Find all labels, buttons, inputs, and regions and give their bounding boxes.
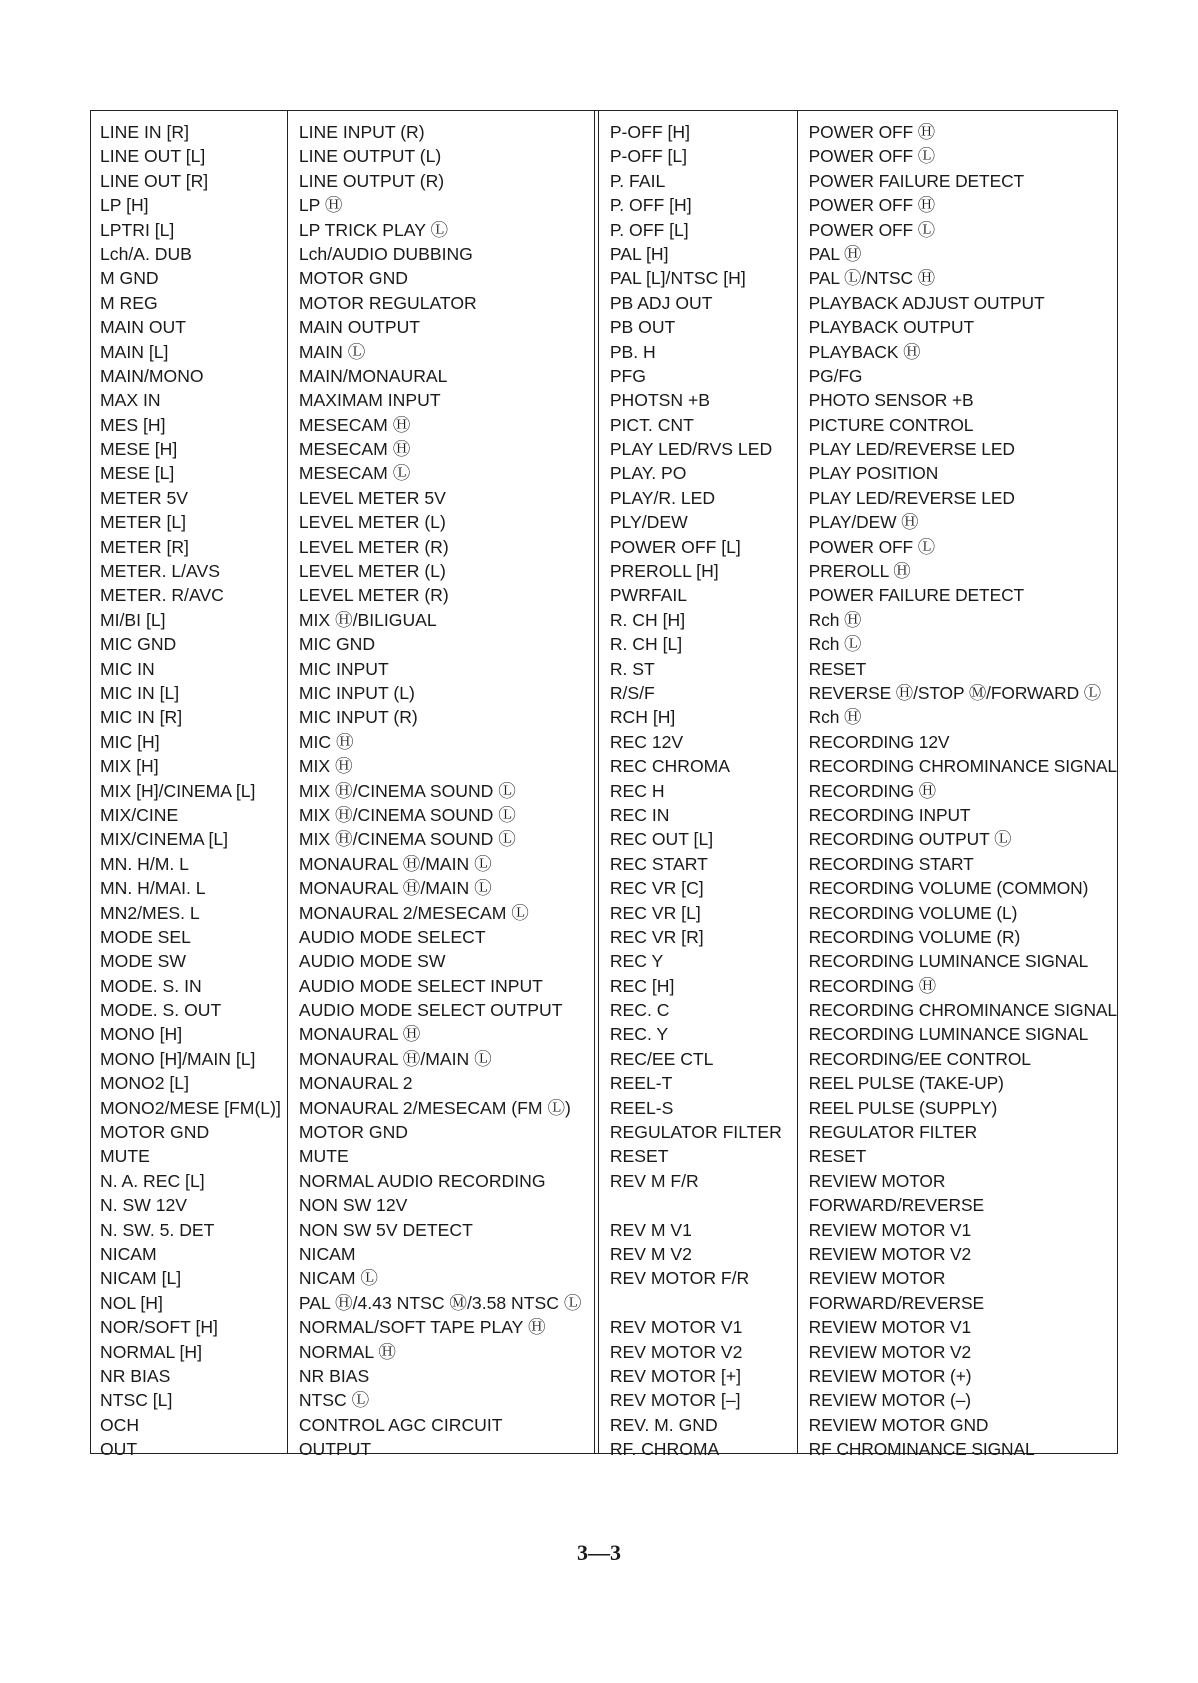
table-cell: POWER OFF Ⓛ: [808, 536, 936, 557]
table-cell: PLAYBACK OUTPUT: [808, 317, 975, 338]
table-cell: REV MOTOR V2: [609, 1341, 743, 1362]
table-cell: [610, 1291, 797, 1315]
table-cell: POWER FAILURE DETECT: [808, 585, 1025, 606]
table-cell: REVERSE Ⓗ/STOP Ⓜ/FORWARD Ⓛ: [808, 682, 1102, 703]
table-cell: PICTURE CONTROL: [808, 414, 974, 435]
table-cell: MIX/CINEMA [L]: [100, 829, 229, 850]
table-cell: REEL PULSE (SUPPLY): [808, 1097, 998, 1118]
table-cell: PLAY LED/REVERSE LED: [808, 487, 1015, 508]
table-cell: RECORDING Ⓗ: [808, 975, 937, 996]
table-cell: MAIN/MONAURAL: [298, 365, 448, 386]
table-cell: POWER OFF Ⓗ: [808, 122, 936, 142]
table-cell: MONAURAL 2/MESECAM (FM Ⓛ): [298, 1097, 571, 1118]
table-cell: P. OFF [H]: [609, 195, 692, 216]
table-cell: LEVEL METER (R): [298, 585, 449, 606]
table-cell: REEL PULSE (TAKE-UP): [808, 1073, 1004, 1094]
table-cell: LP [H]: [100, 195, 149, 216]
table-cell: MAIN/MONO: [100, 365, 204, 386]
table-cell: MONO2/MESE [FM(L)]: [100, 1097, 281, 1118]
table-cell: MIX [H]: [100, 756, 159, 777]
table-cell: PLAYBACK ADJUST OUTPUT: [808, 292, 1045, 313]
table-cell: REEL-S: [609, 1097, 674, 1118]
table-cell: REEL-T: [609, 1073, 673, 1094]
table-cell: PAL Ⓛ/NTSC Ⓗ: [808, 268, 936, 289]
table-cell: R. ST: [609, 658, 655, 679]
table-cell: REC H: [609, 780, 665, 801]
table-cell: MAIN Ⓛ: [298, 341, 366, 362]
table-cell: REC IN: [609, 804, 670, 825]
table-cell: MIC GND: [100, 634, 177, 655]
table-cell: PREROLL [H]: [609, 561, 719, 582]
table-cell: OUT: [100, 1439, 138, 1460]
table-cell: MONO [H]: [100, 1024, 183, 1045]
table-cell: M REG: [100, 292, 158, 313]
table-cell: MN. H/MAI. L: [100, 878, 206, 899]
table-cell: MUTE: [100, 1146, 150, 1167]
table-cell: MIC INPUT (L): [298, 682, 415, 703]
table-cell: REC VR [R]: [609, 926, 704, 947]
table-cell: NTSC Ⓛ: [298, 1390, 370, 1411]
table-cell: REVIEW MOTOR V1: [808, 1219, 972, 1240]
table-cell: PICT. CNT: [609, 414, 694, 435]
table-cell: N. SW 12V: [100, 1195, 188, 1216]
table-cell: POWER OFF [L]: [609, 536, 741, 557]
table-cell: REC START: [609, 853, 708, 874]
table-cell: MESE [L]: [100, 463, 175, 484]
table-cell: R. CH [L]: [609, 634, 683, 655]
table-cell: REVIEW MOTOR (+): [808, 1365, 972, 1386]
table-cell: METER [R]: [100, 536, 189, 557]
table-cell: METER 5V: [100, 487, 188, 508]
table-cell: LINE OUT [R]: [100, 170, 209, 191]
table-cell: [610, 1193, 797, 1217]
table-cell: LINE IN [R]: [100, 122, 189, 142]
table-cell: REGULATOR FILTER: [609, 1122, 782, 1143]
table-cell: METER. R/AVC: [100, 585, 224, 606]
table-cell: LEVEL METER (L): [298, 561, 446, 582]
table-cell: P-OFF [L]: [609, 146, 688, 167]
table-cell: NICAM Ⓛ: [298, 1268, 379, 1289]
table-cell: LINE OUTPUT (L): [298, 146, 442, 167]
table-cell: REC VR [L]: [609, 902, 701, 923]
table-cell: MONAURAL 2: [298, 1073, 413, 1094]
table-cell: MONAURAL Ⓗ: [298, 1024, 421, 1045]
table-cell: MAIN OUT: [100, 317, 187, 338]
table-cell: FORWARD/REVERSE: [808, 1292, 984, 1313]
table-cell: MESECAM Ⓗ: [298, 439, 411, 460]
table-cell: LEVEL METER 5V: [298, 487, 446, 508]
table-cell: N. A. REC [L]: [100, 1170, 205, 1191]
table-cell: M GND: [100, 268, 159, 289]
table-cell: MODE SW: [100, 951, 187, 972]
table-cell: NR BIAS: [298, 1365, 370, 1386]
table-cell: RCH [H]: [609, 707, 676, 728]
table-cell: PLAY POSITION: [808, 463, 939, 484]
table-cell: MIC GND: [298, 634, 376, 655]
table-cell: MIC INPUT: [298, 658, 389, 679]
table-cell: MN. H/M. L: [100, 853, 189, 874]
table-cell: RF CHROMINANCE SIGNAL: [808, 1439, 1035, 1460]
table-cell: RECORDING OUTPUT Ⓛ: [808, 829, 1012, 850]
table-cell: REC. C: [609, 1000, 670, 1021]
table-cell: R. CH [H]: [609, 609, 686, 630]
table-cell: PAL Ⓗ/4.43 NTSC Ⓜ/3.58 NTSC Ⓛ: [298, 1292, 582, 1313]
table-cell: MIC Ⓗ: [298, 731, 354, 752]
abbreviation-column-2: [598, 111, 798, 1460]
table-cell: POWER OFF Ⓛ: [808, 219, 936, 240]
table-cell: RECORDING VOLUME (R): [808, 926, 1021, 947]
table-cell: NON SW 12V: [298, 1195, 408, 1216]
table-cell: MONAURAL Ⓗ/MAIN Ⓛ: [298, 1048, 492, 1069]
table-cell: RECORDING VOLUME (COMMON): [808, 878, 1089, 899]
table-cell: MOTOR GND: [298, 268, 408, 289]
table-cell: OCH: [100, 1414, 140, 1435]
table-cell: NICAM [L]: [100, 1268, 182, 1289]
table-cell: MOTOR GND: [100, 1122, 210, 1143]
table-cell: MIX/CINE: [100, 804, 179, 825]
table-cell: REV MOTOR F/R: [609, 1268, 750, 1289]
table-cell: MIC INPUT (R): [298, 707, 418, 728]
table-cell: NORMAL/SOFT TAPE PLAY Ⓗ: [298, 1317, 546, 1338]
table-cell: PHOTO SENSOR +B: [808, 390, 974, 411]
table-cell: RECORDING/EE CONTROL: [808, 1048, 1031, 1069]
table-cell: NORMAL AUDIO RECORDING: [298, 1170, 546, 1191]
table-cell: AUDIO MODE SW: [298, 951, 446, 972]
table-cell: MODE. S. OUT: [100, 1000, 222, 1021]
table-cell: MONAURAL Ⓗ/MAIN Ⓛ: [298, 853, 492, 874]
table-cell: REC VR [C]: [609, 878, 704, 899]
table-cell: LP TRICK PLAY Ⓛ: [298, 219, 449, 240]
table-cell: MN2/MES. L: [100, 902, 200, 923]
table-cell: NOR/SOFT [H]: [100, 1317, 218, 1338]
table-cell: RECORDING CHROMINANCE SIGNAL: [808, 756, 1117, 777]
table-cell: POWER OFF Ⓗ: [808, 195, 936, 216]
table-cell: RESET: [808, 1146, 867, 1167]
table-cell: MONO2 [L]: [100, 1073, 189, 1094]
table-cell: PG/FG: [808, 365, 863, 386]
table-cell: LINE OUTPUT (R): [298, 170, 445, 191]
table-cell: PFG: [609, 365, 646, 386]
table-cell: MES [H]: [100, 414, 166, 435]
table-cell: MAXIMAM INPUT: [298, 390, 441, 411]
table-cell: FORWARD/REVERSE: [808, 1195, 984, 1216]
table-cell: MIX [H]/CINEMA [L]: [100, 780, 256, 801]
table-cell: LINE OUT [L]: [100, 146, 206, 167]
table-cell: PLAY. PO: [609, 463, 687, 484]
table-cell: OUTPUT: [298, 1439, 372, 1460]
table-cell: MODE SEL: [100, 926, 191, 947]
table-cell: RECORDING INPUT: [808, 804, 971, 825]
table-cell: AUDIO MODE SELECT: [298, 926, 486, 947]
table-cell: RESET: [609, 1146, 669, 1167]
table-cell: MIC [H]: [100, 731, 160, 752]
table-cell: MAX IN: [100, 390, 161, 411]
table-cell: REVIEW MOTOR GND: [808, 1414, 989, 1435]
table-cell: MODE. S. IN: [100, 975, 202, 996]
table-cell: P. OFF [L]: [609, 219, 689, 240]
table-cell: PAL [H]: [609, 243, 669, 264]
abbreviation-column-1: [91, 111, 288, 1460]
table-cell: PLAYBACK Ⓗ: [808, 341, 921, 362]
table-cell: RECORDING Ⓗ: [808, 780, 937, 801]
table-cell: MUTE: [298, 1146, 349, 1167]
table-cell: PWRFAIL: [609, 585, 688, 606]
table-cell: MESECAM Ⓛ: [298, 463, 411, 484]
table-cell: PLAY LED/RVS LED: [609, 439, 773, 460]
table-cell: Rch Ⓗ: [808, 707, 862, 728]
table-cell: CONTROL AGC CIRCUIT: [298, 1414, 503, 1435]
table-cell: RECORDING START: [808, 853, 974, 874]
table-cell: Lch/A. DUB: [100, 243, 192, 264]
table-cell: MONAURAL Ⓗ/MAIN Ⓛ: [298, 878, 492, 899]
table-cell: MONO [H]/MAIN [L]: [100, 1048, 256, 1069]
table-cell: REC/EE CTL: [609, 1048, 714, 1069]
table-cell: POWER FAILURE DETECT: [808, 170, 1025, 191]
table-cell: REVIEW MOTOR: [808, 1268, 946, 1289]
table-cell: METER. L/AVS: [100, 561, 220, 582]
table-cell: NORMAL Ⓗ: [298, 1341, 396, 1362]
table-cell: AUDIO MODE SELECT INPUT: [298, 975, 543, 996]
table-cell: REC CHROMA: [609, 756, 731, 777]
table-cell: MAIN OUTPUT: [298, 317, 421, 338]
table-cell: REC OUT [L]: [609, 829, 714, 850]
table-cell: MOTOR GND: [298, 1122, 408, 1143]
table-cell: POWER OFF Ⓛ: [808, 146, 936, 167]
table-cell: MIX Ⓗ/BILIGUAL: [298, 609, 437, 630]
table-cell: NORMAL [H]: [100, 1341, 202, 1362]
table-cell: LPTRI [L]: [100, 219, 175, 240]
table-cell: REV M F/R: [609, 1170, 699, 1191]
table-cell: LEVEL METER (R): [298, 536, 449, 557]
table-cell: NTSC [L]: [100, 1390, 173, 1411]
table-cell: PB. H: [609, 341, 656, 362]
table-cell: NICAM: [100, 1243, 157, 1264]
table-cell: P-OFF [H]: [609, 122, 690, 142]
table-cell: PAL [L]/NTSC [H]: [609, 268, 746, 289]
table-cell: PLY/DEW: [609, 512, 688, 533]
table-cell: PREROLL Ⓗ: [808, 561, 911, 582]
table-cell: NR BIAS: [100, 1365, 171, 1386]
table-cell: RECORDING 12V: [808, 731, 950, 752]
table-cell: RF. CHROMA: [609, 1439, 720, 1460]
table-cell: REV M V1: [609, 1219, 692, 1240]
table-cell: REV MOTOR [–]: [609, 1390, 741, 1411]
table-cell: MI/BI [L]: [100, 609, 166, 630]
table-cell: AUDIO MODE SELECT OUTPUT: [298, 1000, 563, 1021]
table-cell: RECORDING LUMINANCE SIGNAL: [808, 951, 1089, 972]
table-cell: RECORDING LUMINANCE SIGNAL: [808, 1024, 1089, 1045]
table-cell: LEVEL METER (L): [298, 512, 446, 533]
table-cell: MIC IN: [100, 658, 155, 679]
table-cell: LP Ⓗ: [298, 195, 343, 216]
table-cell: MOTOR REGULATOR: [298, 292, 477, 313]
table-cell: REV. M. GND: [609, 1414, 718, 1435]
table-cell: RESET: [808, 658, 867, 679]
table-cell: MAIN [L]: [100, 341, 169, 362]
table-cell: REVIEW MOTOR (–): [808, 1390, 971, 1411]
table-cell: PB ADJ OUT: [609, 292, 713, 313]
table-cell: REV M V2: [609, 1243, 692, 1264]
table-cell: MIX Ⓗ: [298, 756, 353, 777]
table-cell: Rch Ⓛ: [808, 634, 862, 655]
table-cell: REV MOTOR V1: [609, 1317, 743, 1338]
table-cell: R/S/F: [609, 682, 655, 703]
table-cell: NICAM: [298, 1243, 356, 1264]
table-cell: Lch/AUDIO DUBBING: [298, 243, 473, 264]
table-cell: MIX Ⓗ/CINEMA SOUND Ⓛ: [298, 804, 516, 825]
table-cell: MIX Ⓗ/CINEMA SOUND Ⓛ: [298, 780, 516, 801]
table-cell: REC 12V: [609, 731, 684, 752]
table-cell: REC [H]: [609, 975, 675, 996]
page-number: 3—3: [577, 1540, 621, 1565]
table-cell: REGULATOR FILTER: [808, 1122, 978, 1143]
table-cell: PB OUT: [609, 317, 676, 338]
table-cell: Rch Ⓗ: [808, 609, 862, 630]
description-column-1: [288, 111, 594, 1460]
table-cell: REVIEW MOTOR V2: [808, 1341, 972, 1362]
table-cell: REV MOTOR [+]: [609, 1365, 741, 1386]
table-cell: N. SW. 5. DET: [100, 1219, 215, 1240]
table-cell: REVIEW MOTOR V2: [808, 1243, 972, 1264]
description-column-2: [798, 111, 1117, 1460]
table-cell: MIX Ⓗ/CINEMA SOUND Ⓛ: [298, 829, 516, 850]
table-cell: MIC IN [L]: [100, 682, 180, 703]
table-cell: MIC IN [R]: [100, 707, 183, 728]
table-cell: PLAY/DEW Ⓗ: [808, 512, 919, 533]
table-cell: MESECAM Ⓗ: [298, 414, 411, 435]
table-cell: NOL [H]: [100, 1292, 163, 1313]
signal-abbreviation-table: [90, 110, 1118, 1460]
table-cell: METER [L]: [100, 512, 187, 533]
table-cell: RECORDING VOLUME (L): [808, 902, 1018, 923]
table-cell: PLAY LED/REVERSE LED: [808, 439, 1015, 460]
table-cell: MONAURAL 2/MESECAM Ⓛ: [298, 902, 529, 923]
table-cell: REVIEW MOTOR: [808, 1170, 946, 1191]
table-cell: P. FAIL: [609, 170, 666, 191]
table-cell: PAL Ⓗ: [808, 243, 862, 264]
table-cell: MESE [H]: [100, 439, 178, 460]
table-cell: LINE INPUT (R): [298, 122, 425, 142]
table-cell: RECORDING CHROMINANCE SIGNAL: [808, 1000, 1117, 1021]
table-cell: NON SW 5V DETECT: [298, 1219, 473, 1240]
table-cell: REVIEW MOTOR V1: [808, 1317, 972, 1338]
table-cell: REC Y: [609, 951, 664, 972]
table-cell: REC. Y: [609, 1024, 669, 1045]
table-cell: PLAY/R. LED: [609, 487, 716, 508]
table-cell: PHOTSN +B: [609, 390, 711, 411]
